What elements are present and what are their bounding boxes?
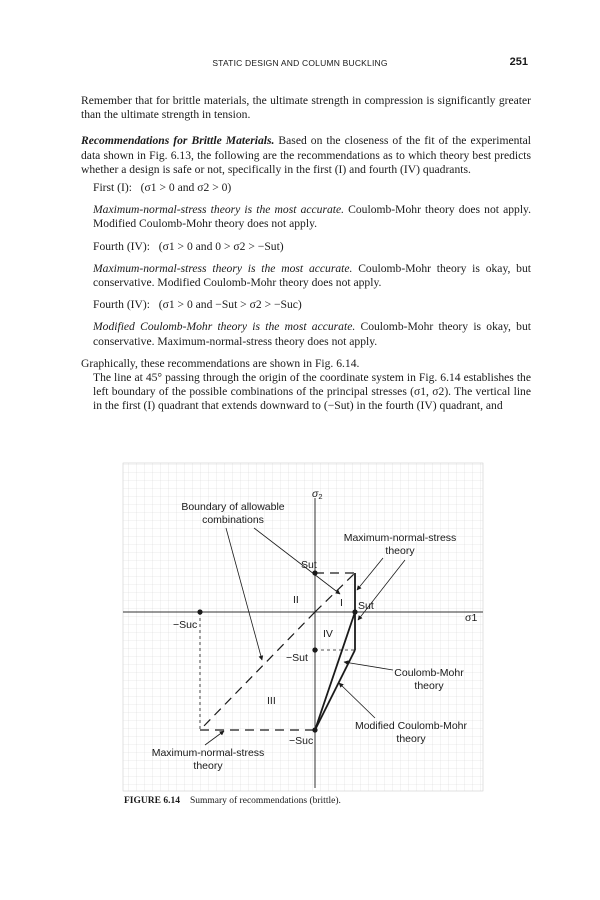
axis-sigma2-sub: 2 <box>318 492 323 501</box>
point-neg-suc-y <box>312 727 317 732</box>
page-number: 251 <box>509 56 528 68</box>
case-accurate: Maximum-normal-stress theory is the most accurate. <box>93 203 345 217</box>
neg-suc-x-label: −Suc <box>173 619 198 631</box>
case-condition: (σ1 > 0 and σ2 > 0) <box>140 181 232 195</box>
boundary-label-line1: Boundary of allowable <box>181 501 285 513</box>
quadrant-i-label: I <box>340 597 343 609</box>
mcm-label-line1: Modified Coulomb-Mohr <box>354 720 468 732</box>
boundary-label-line2: combinations <box>202 514 264 526</box>
figure-caption-text: Summary of recommendations (brittle). <box>189 796 341 806</box>
case-label: Fourth (IV): <box>93 239 150 253</box>
figure-caption-label: FIGURE 6.14 <box>124 796 180 806</box>
point-neg-sut <box>312 647 317 652</box>
case-label: Fourth (IV): <box>93 298 150 312</box>
running-header: STATIC DESIGN AND COLUMN BUCKLING <box>212 58 388 68</box>
case-label: First (I): <box>93 181 132 195</box>
case-note: Coulomb-Mohr theory is okay, but conservative. Maximum-normal-stress theory does not apply. <box>93 320 531 348</box>
coulomb-mohr-label-line2: theory <box>414 680 444 692</box>
sut-label: Sut <box>301 559 317 571</box>
case-note: Coulomb-Mohr theory does not apply. Modified Coulomb-Mohr theory does not apply. <box>93 203 531 231</box>
quadrant-iv-label: IV <box>323 628 333 640</box>
mns-bottom-label-line1: Maximum-normal-stress <box>151 747 265 759</box>
quadrant-ii-label: II <box>293 594 299 606</box>
axis-sigma2-label: σ2 <box>312 488 323 501</box>
case-note: Coulomb-Mohr theory is okay, but conservative. Modified Coulomb-Mohr theory does not apply. <box>93 261 531 290</box>
quadrant-iii-label: III <box>267 695 276 707</box>
neg-suc-y-label: −Suc <box>289 735 314 747</box>
paragraph-45-degree: The line at 45° passing through the origin of the coordinate system in Fig. 6.14 establishes the left boundary of the possible combinations of the principal stresses (σ1, σ2). The vertical line in the first (I) quadrant that extends downward to (−Sut) in the fourth (IV) quadrant, and <box>93 371 531 413</box>
mns-bottom-label-line2: theory <box>193 760 223 772</box>
paragraph-intro: Remember that for brittle materials, the ultimate strength in compression is significantly greater than the ultimate strength in tension. <box>81 94 531 122</box>
case-accurate: Maximum-normal-stress theory is the most accurate. <box>93 261 353 275</box>
mcm-label-line2: theory <box>396 733 426 745</box>
figure-caption <box>124 796 341 806</box>
coulomb-mohr-label-line1: Coulomb-Mohr <box>394 667 464 679</box>
case-accurate: Modified Coulomb-Mohr theory is the most accurate. <box>93 320 356 334</box>
point-sut-x <box>352 609 357 614</box>
axis-sigma1-label: σ1 <box>465 612 478 624</box>
recommendations-heading: Recommendations for Brittle Materials. <box>81 134 275 148</box>
point-neg-suc-x <box>197 609 202 614</box>
neg-sut-label: −Sut <box>286 652 308 664</box>
case-condition: (σ1 > 0 and 0 > σ2 > −Sut) <box>158 239 284 253</box>
paragraph-graphically: Graphically, these recommendations are shown in Fig. 6.14. <box>81 356 360 370</box>
sut-x-label: Sut <box>358 600 374 612</box>
mns-top-label-line1: Maximum-normal-stress <box>343 532 457 544</box>
recommendations-intro: Based on the closeness of the fit of the experimental data shown in Fig. 6.13, the following are the recommendations as to which theory best predicts whether a design is safe or not, specifically in the first (I) and fourth (IV) quadrants. <box>81 134 531 176</box>
case-condition: (σ1 > 0 and −Sut > σ2 > −Suc) <box>158 298 302 312</box>
mns-top-label-line2: theory <box>385 545 415 557</box>
